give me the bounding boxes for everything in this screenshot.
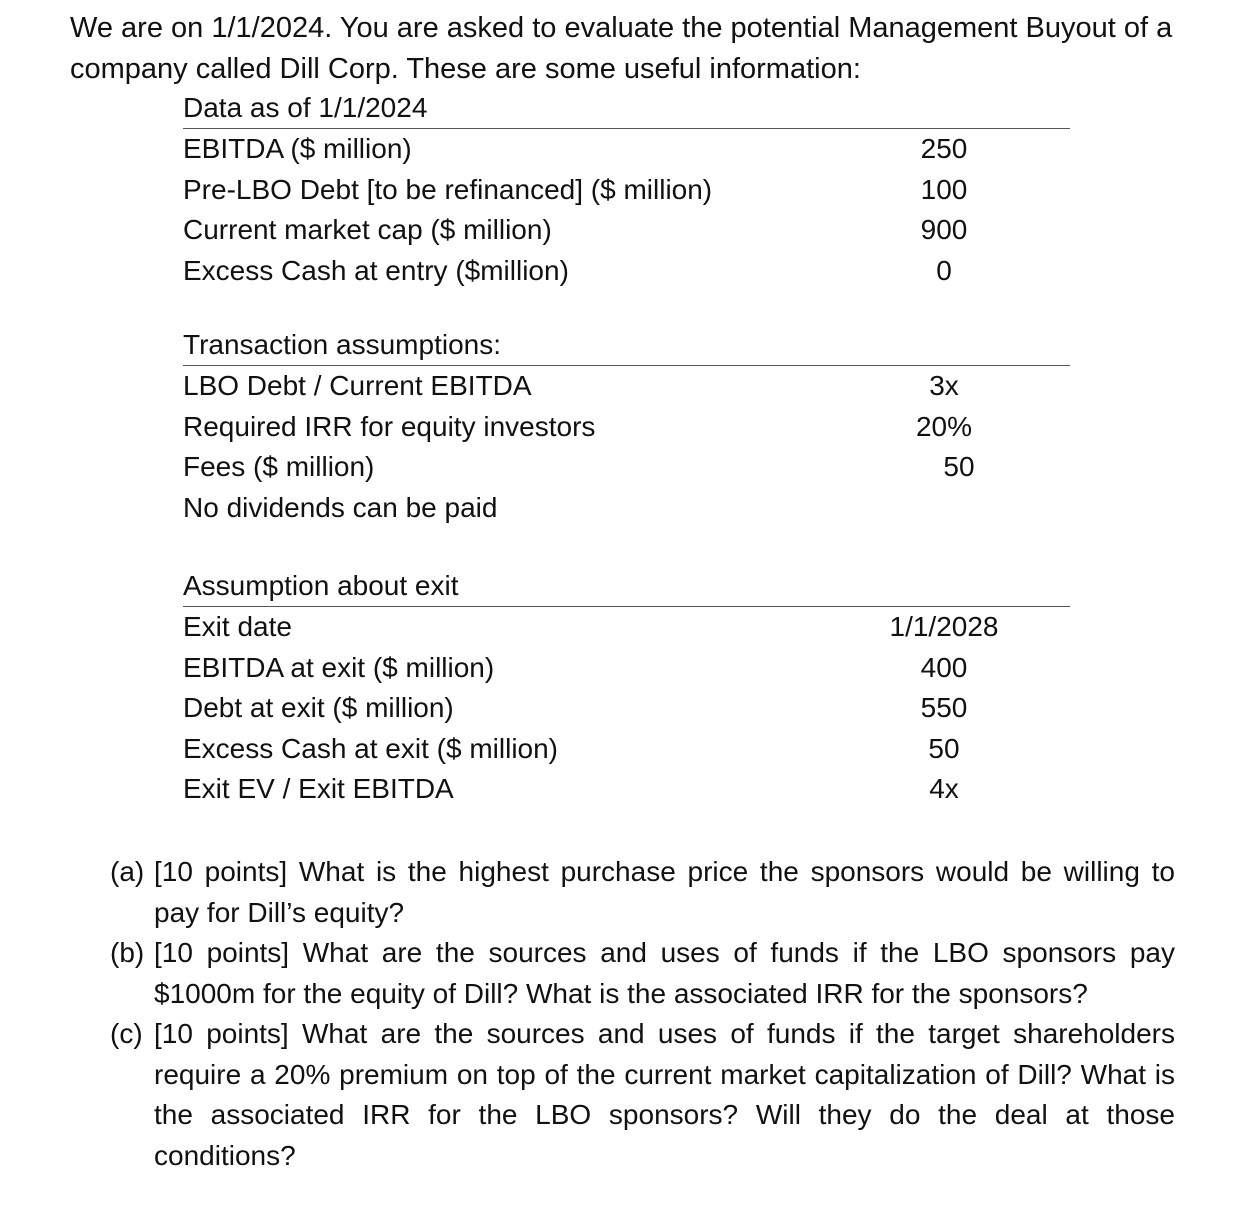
row-value: 0: [936, 254, 952, 286]
table-row: [183, 407, 1070, 448]
table-row: [183, 251, 1070, 292]
table-row: [183, 488, 1070, 529]
row-value: 50: [928, 732, 960, 764]
table-row: [183, 607, 1070, 648]
row-label: Exit date: [183, 611, 292, 642]
data-section: [183, 90, 1070, 291]
question-text: [10 points] What is the highest purchase price the sponsors would be willing to pay for Dill’s equity?: [154, 856, 1175, 928]
intro-paragraph: We are on 1/1/2024. You are asked to evaluate the potential Management Buyout of a company called Dill Corp. These are some useful information:: [70, 12, 1173, 85]
exit-section-title: Assumption about exit: [183, 568, 1070, 607]
row-value: 4x: [929, 773, 959, 804]
row-value: 1/1/2028: [889, 611, 999, 642]
exit-section: [183, 568, 1070, 810]
table-row: [183, 769, 1070, 810]
row-label: Exit EV / Exit EBITDA: [183, 773, 454, 804]
question-list: [110, 852, 1175, 1176]
question-label: (b): [110, 937, 145, 968]
row-label: Pre-LBO Debt [to be refinanced] ($ million): [183, 173, 713, 205]
row-value: 400: [920, 651, 968, 683]
row-label: Required IRR for equity investors: [183, 410, 596, 442]
table-row: [183, 688, 1070, 729]
row-label: EBITDA ($ million): [183, 133, 412, 164]
data-section-title: Data as of 1/1/2024: [183, 90, 1070, 129]
row-value: 900: [920, 214, 968, 245]
row-label: LBO Debt / Current EBITDA: [183, 370, 532, 401]
row-value: 550: [920, 692, 968, 723]
row-label: Excess Cash at exit ($ million): [183, 732, 559, 764]
row-value: 100: [920, 173, 968, 205]
row-label: EBITDA at exit ($ million): [183, 651, 495, 683]
row-value: 20%: [915, 410, 973, 442]
question-item: [110, 852, 1175, 933]
question-item: [110, 933, 1175, 1014]
row-label: Debt at exit ($ million): [183, 692, 454, 723]
question-label: (a): [110, 856, 145, 887]
row-value: 3x: [929, 370, 959, 401]
table-row: [183, 366, 1070, 407]
transaction-section: [183, 327, 1070, 528]
row-label: Fees ($ million): [183, 451, 375, 482]
row-value: 250: [920, 133, 968, 164]
row-label: Excess Cash at entry ($million): [183, 254, 569, 286]
transaction-section-title: Transaction assumptions:: [183, 327, 1070, 366]
question-text: [10 points] What are the sources and uses of funds if the target shareholders require a 20% premium on top of the current market capitalization of Dill? What is the associated IRR for the LBO sponsors? Will they do the deal at those conditions?: [154, 1018, 1175, 1171]
table-row: [183, 648, 1070, 689]
table-row: [183, 170, 1070, 211]
question-item: [110, 1014, 1175, 1176]
table-row: [183, 129, 1070, 170]
row-label: Current market cap ($ million): [183, 214, 552, 245]
row-value: 50: [943, 451, 975, 482]
table-row: [183, 447, 1070, 488]
question-label: (c): [110, 1018, 143, 1049]
table-row: [183, 729, 1070, 770]
row-label: No dividends can be paid: [183, 491, 498, 523]
table-row: [183, 210, 1070, 251]
question-text: [10 points] What are the sources and uses of funds if the LBO sponsors pay $1000m for the equity of Dill? What is the associated IRR for the sponsors?: [154, 937, 1175, 1009]
